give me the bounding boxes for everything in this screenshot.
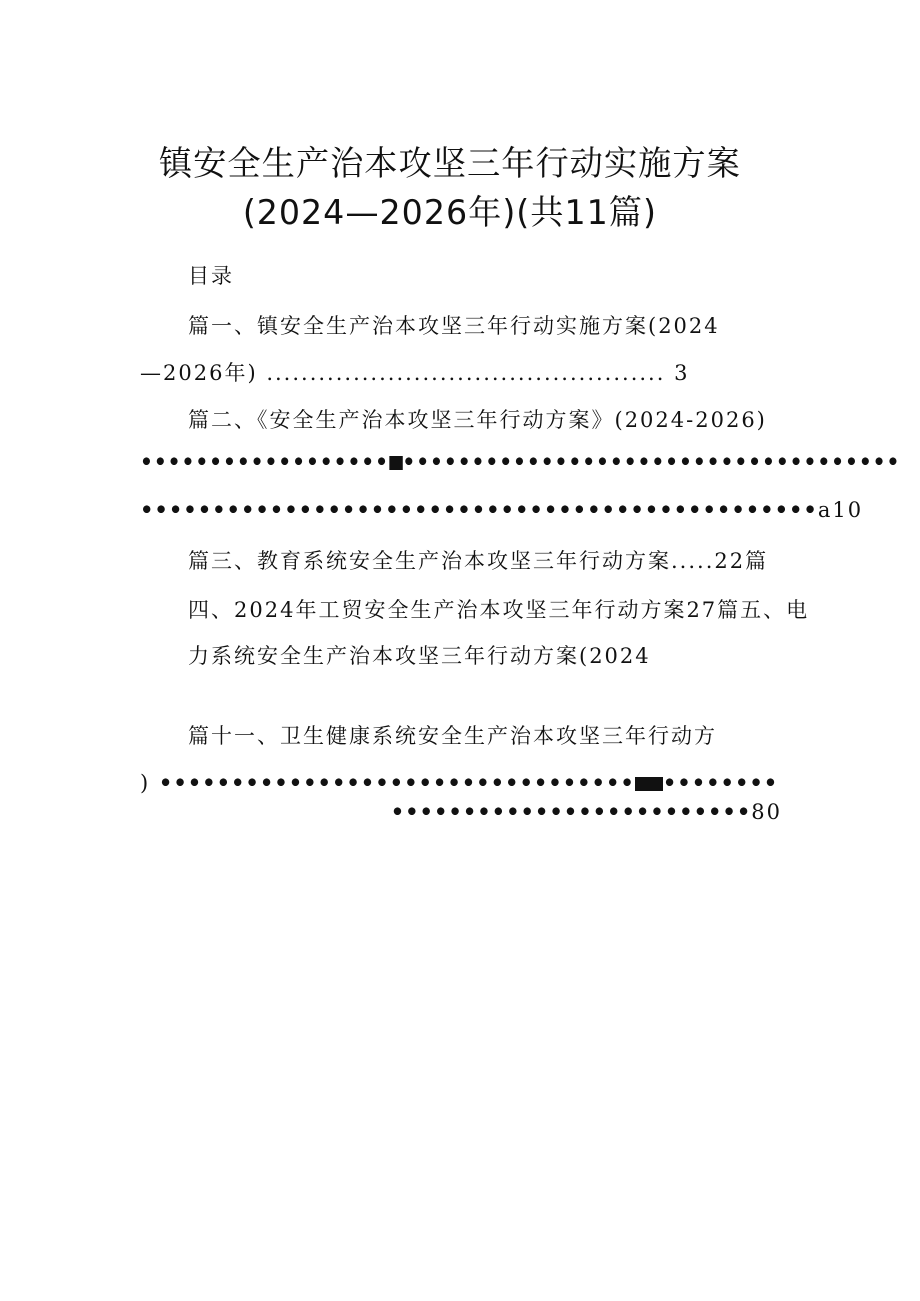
doc-title-line1: 镇安全生产治本攻坚三年行动实施方案	[158, 144, 741, 184]
toc-heading: 目录	[188, 264, 234, 288]
toc-entry-5[interactable]: 力系统安全生产治本攻坚三年行动方案(2024	[188, 644, 651, 668]
toc-entry-11-page: 80	[751, 800, 782, 824]
redaction-block	[635, 777, 649, 791]
toc-entry-2-page: a10	[817, 498, 864, 522]
toc-entry-1[interactable]: 篇一、镇安全生产治本攻坚三年行动实施方案(2024	[188, 314, 720, 338]
toc-entry-2-leader-line1	[140, 449, 900, 474]
toc-entry-2[interactable]: 篇二、《安全生产治本攻坚三年行动方案》(2024-2026)	[188, 408, 767, 432]
doc-title-line2: (2024—2026年)(共11篇)	[242, 193, 657, 233]
redaction-block	[389, 456, 402, 470]
toc-entry-4[interactable]: 四、2024年工贸安全生产治本攻坚三年行动方案27篇五、电	[188, 598, 810, 622]
toc-entry-11-leader-line1	[140, 770, 778, 795]
toc-entry-1-continuation[interactable]	[140, 357, 689, 387]
toc-entry-2-leader-line2	[140, 497, 863, 522]
toc-entry-1-page: 3	[674, 361, 690, 385]
toc-entry-1-cont-text: —2026年)	[140, 361, 258, 385]
toc-entry-2-dots-b: ••••••••••••••••••••••••••••••••••••	[402, 449, 901, 474]
toc-entry-11-leader-line2	[391, 799, 782, 824]
toc-entry-11-dots-a: •••••••••••••••••••••••••••••••••	[158, 770, 635, 795]
toc-entry-11-prefix: )	[140, 771, 151, 795]
toc-entry-11[interactable]: 篇十一、卫生健康系统安全生产治本攻坚三年行动方	[188, 724, 717, 748]
toc-entry-2-dots-a: ••••••••••••••••••	[140, 449, 389, 474]
toc-entry-3[interactable]: 篇三、教育系统安全生产治本攻坚三年行动方案.....22篇	[188, 549, 769, 573]
toc-entry-2-dots-c: •••••••••••••••••••••••••••••••••••••••••••••••	[140, 497, 818, 522]
toc-entry-11-dots-b: ••••••••	[662, 770, 779, 795]
toc-entry-11-dots-c: •••••••••••••••••••••••••	[390, 799, 752, 824]
toc-entry-1-leader-dots: ..............................................	[266, 361, 666, 385]
redaction-block	[649, 777, 663, 791]
